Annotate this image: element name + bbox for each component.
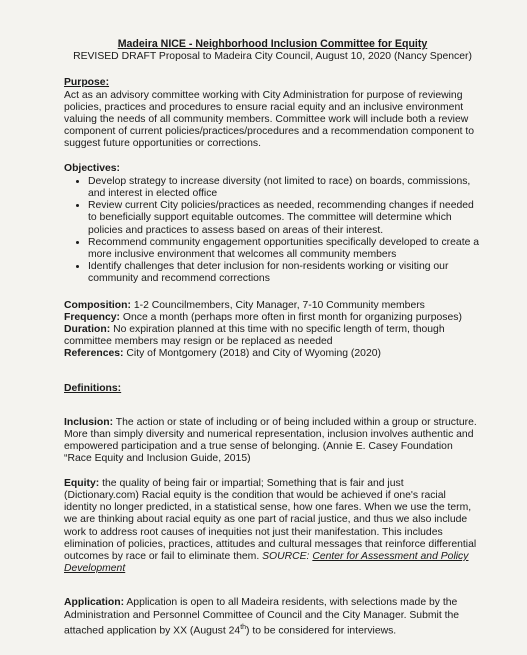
equity-definition — [64, 478, 481, 576]
equity-text: the quality of being fair or impartial; Something that is fair and just (Dictionary.com) Racial equity is the condition that would be achieved if one's racial identity no longer predicted, in a statistical sense, how one fares. When we use the term, we are thinking about racial equity as one part of racial justice, and thus we also include work to address root causes of inequities not just their manifestation. This includes elimination of policies, practices, attitudes and cultural messages that reinforce differential outcomes by race or fail to eliminate them. — [64, 477, 477, 562]
objectives-heading: Objectives: — [64, 162, 121, 174]
duration-value: No expiration planned at this time with no specific length of term, though committee members may resign or be replaced as needed — [64, 324, 445, 348]
application-label: Application: — [64, 597, 125, 609]
application-text: Application is open to all Madeira residents, with selections made by the Administration and Personnel Committee of Council and the City Manager. Submit the attached application by XX (August 24 — [64, 597, 460, 637]
references-line — [64, 348, 481, 360]
objective-item: • Identify challenges that deter inclusion for non-residents working or visiting our community and recommend corrections — [88, 261, 481, 285]
references-label: References: — [64, 348, 124, 360]
objective-item: • Recommend community engagement opportunities specifically developed to create a more inclusive environment that welcomes all community members — [88, 237, 481, 261]
source-link[interactable]: Center for Assessment and Policy Development — [64, 550, 469, 575]
frequency-value: Once a month (perhaps more often in first month for organizing purposes) — [122, 311, 462, 323]
inclusion-definition — [64, 417, 481, 466]
objectives-list — [64, 176, 481, 286]
source-label: SOURCE: — [262, 550, 310, 562]
purpose-text: Act as an advisory committee working with City Administration for purpose of reviewing policies, practices and procedures to ensure racial equity and an inclusive environment valuing the needs of all community members. Committee work will include both a review component of current policies/practices/procedures and a recommendation component to suggest future opportunities or corrections. — [64, 89, 475, 150]
objective-item: • Review current City policies/practices as needed, recommending changes if needed to beneficially support equitable outcomes. The committee will determine which policies and practices to assess based on areas of their interest. — [88, 200, 481, 237]
definitions-heading: Definitions: — [64, 382, 122, 394]
references-value: City of Montgomery (2018) and City of Wyoming (2020) — [126, 348, 381, 360]
application-text-end: ) to be considered for interviews. — [246, 625, 397, 637]
composition-line — [64, 300, 481, 312]
frequency-line — [64, 312, 481, 324]
composition-label: Composition: — [64, 299, 131, 311]
document-subtitle: REVISED DRAFT Proposal to Madeira City Council, August 10, 2020 (Nancy Spencer) — [73, 51, 472, 63]
objective-item: • Develop strategy to increase diversity (not limited to race) on boards, commissions, and interest in elected office — [88, 176, 481, 200]
document-title: Madeira NICE - Neighborhood Inclusion Committee for Equity — [117, 38, 428, 50]
equity-label: Equity: — [64, 477, 100, 489]
composition-value: 1-2 Councilmembers, City Manager, 7-10 Community members — [133, 299, 425, 311]
application-superscript: th — [240, 623, 247, 631]
duration-label: Duration: — [64, 324, 111, 336]
duration-line — [64, 324, 481, 348]
purpose-heading: Purpose: — [64, 77, 110, 89]
application-paragraph — [64, 597, 481, 637]
inclusion-label: Inclusion: — [64, 416, 114, 428]
committee-details — [64, 300, 481, 361]
frequency-label: Frequency: — [64, 311, 121, 323]
inclusion-text: The action or state of including or of being included within a group or structure. More than simply diversity and numerical representation, inclusion involves authentic and empowered participation and a true sense of belonging. (Annie E. Casey Foundation “Race Equity and Inclusion Guide, 2015) — [64, 416, 477, 465]
